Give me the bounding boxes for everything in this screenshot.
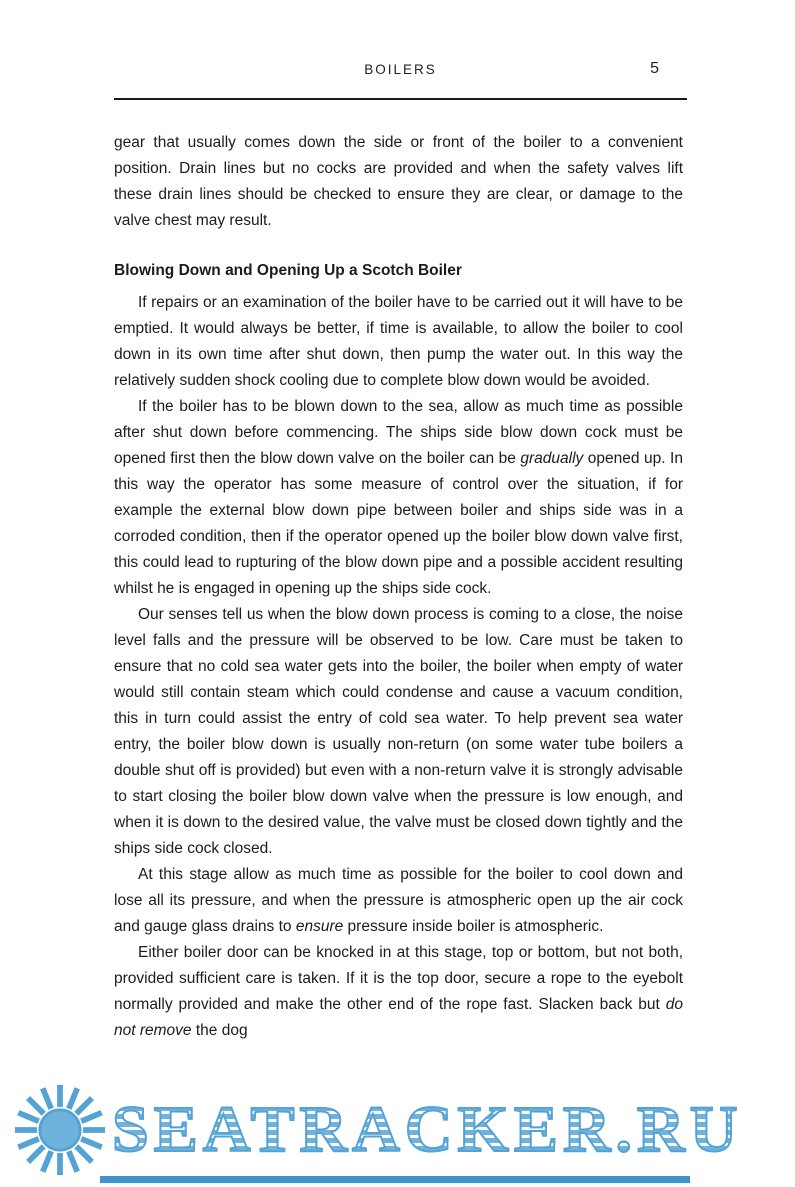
page-header: [114, 62, 687, 84]
paragraph: [114, 862, 683, 940]
paragraph-text: At this stage allow as much time as possible for the boiler to cool down and lose all its pressure, and when the pressure is atmospheric open up the air cock and gauge glass drains to: [114, 866, 683, 935]
page-body: [114, 130, 683, 1044]
header-rule: [114, 98, 687, 100]
paragraph: Our senses tell us when the blow down process is coming to a close, the noise level falls and the pressure will be observed to be low. Care must be taken to ensure that no cold sea water gets into the boiler, the boiler when empty of water would still contain steam which could condense and cause a vacuum condition, this in turn could assist the entry of cold sea water. To help prevent sea water entry, the boiler blow down is usually non-return (on some water tube boilers a double shut off is provided) but even with a non-return valve it is strongly advisable to start closing the boiler blow down valve when the pressure is low enough, and when it is down to the desired value, the valve must be closed down tightly and the ships side cock closed.: [114, 606, 683, 857]
paragraph: [114, 940, 683, 1044]
page-number: 5: [650, 60, 659, 77]
paragraph-text: If the boiler has to be blown down to the sea, allow as much time as possible after shut down before commencing. The ships side blow down cock must be opened first then the blow down valve on the boiler can be: [114, 398, 683, 467]
italic-emphasis: gradually: [520, 450, 584, 467]
section-heading: Blowing Down and Opening Up a Scotch Boiler: [114, 262, 462, 279]
running-head: BOILERS: [364, 62, 437, 77]
paragraph-text: the dog: [191, 1022, 248, 1039]
paragraph: If repairs or an examination of the boiler have to be carried out it will have to be emptied. It would always be better, if time is available, to allow the boiler to cool down in its own time after shut down, then pump the water out. In this way the relatively sudden shock cooling due to complete blow down would be avoided.: [114, 294, 683, 389]
italic-emphasis: ensure: [295, 918, 344, 935]
italic-emphasis: do not remove: [114, 996, 683, 1039]
sun-icon: [12, 1082, 108, 1178]
watermark: [12, 1082, 742, 1178]
paragraph: [114, 394, 683, 602]
footer-rule: [100, 1176, 690, 1183]
paragraph-text: opened up. In this way the operator has some measure of control over the situation, if for example the external blow down pipe between boiler and ships side was in a corroded condition, then if the operator opened up the boiler blow down valve first, this could lead to rupturing of the blow down pipe and a possible accident resulting whilst he is engaged in opening up the ships side cock.: [114, 450, 683, 597]
paragraph-text: pressure inside boiler is atmospheric.: [343, 918, 604, 935]
paragraph-continuation: gear that usually comes down the side or front of the boiler to a convenient position. Drain lines but no cocks are provided and when the safety valves lift these drain lines should be checked to ensure they are clear, or damage to the valve chest may result.: [114, 134, 683, 229]
watermark-text: SEATRACKER.RU: [112, 1082, 742, 1178]
paragraph-text: Either boiler door can be knocked in at this stage, top or bottom, but not both, provided sufficient care is taken. If it is the top door, secure a rope to the eyebolt normally provided and make the other end of the rope fast. Slacken back but: [114, 944, 683, 1013]
